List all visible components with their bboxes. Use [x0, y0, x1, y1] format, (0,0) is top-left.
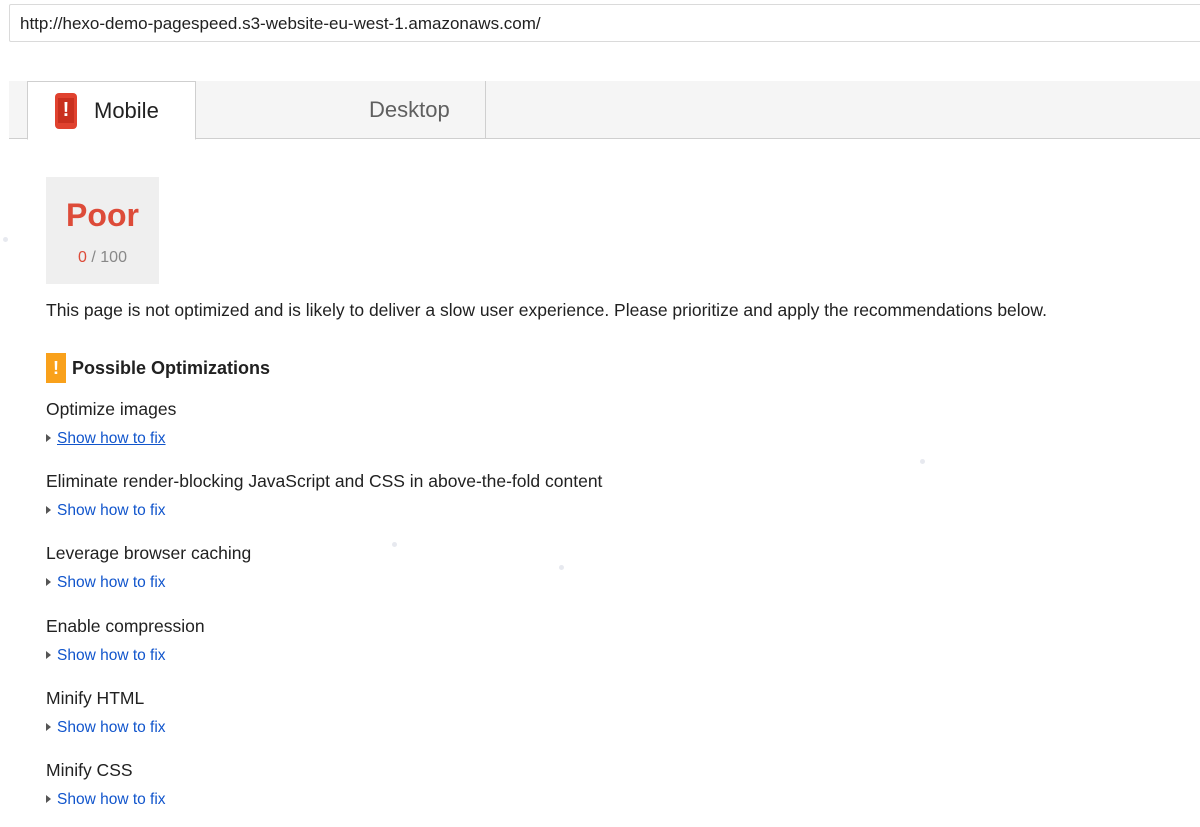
- decorative-dot: [392, 542, 397, 547]
- mobile-warning-icon: !: [55, 93, 77, 129]
- decorative-dot: [559, 565, 564, 570]
- expand-triangle-icon: [46, 795, 51, 803]
- rule-item: [46, 760, 166, 809]
- warning-icon: !: [46, 353, 66, 383]
- rule-title: Eliminate render-blocking JavaScript and CSS in above-the-fold content: [46, 471, 603, 491]
- rule-title: Leverage browser caching: [46, 543, 252, 563]
- rule-item: [46, 399, 176, 448]
- rule-item: [46, 471, 602, 520]
- show-how-to-fix-link[interactable]: Show how to fix: [46, 502, 602, 520]
- score-badge: [46, 177, 159, 284]
- tab-desktop-label: Desktop: [369, 97, 450, 122]
- decorative-dot: [920, 459, 925, 464]
- expand-triangle-icon: [46, 434, 51, 442]
- decorative-dot: [3, 237, 8, 242]
- expand-triangle-icon: [46, 723, 51, 731]
- expand-triangle-icon: [46, 506, 51, 514]
- show-how-to-fix-link[interactable]: Show how to fix: [46, 719, 166, 737]
- section-title: Possible Optimizations: [72, 357, 271, 378]
- score-number: 0: [78, 249, 87, 266]
- show-how-to-fix-link[interactable]: Show how to fix: [46, 791, 166, 809]
- rule-title: Minify CSS: [46, 760, 133, 780]
- tab-desktop[interactable]: [196, 81, 486, 139]
- rule-item: [46, 543, 251, 592]
- expand-triangle-icon: [46, 578, 51, 586]
- show-how-to-fix-link[interactable]: Show how to fix: [46, 430, 176, 448]
- score-value: [46, 249, 159, 267]
- tab-mobile-label: Mobile: [94, 98, 159, 123]
- summary-text: This page is not optimized and is likely to deliver a slow user experience. Please prioritize and apply the recommendations below.: [46, 300, 1047, 320]
- rule-title: Optimize images: [46, 399, 177, 419]
- expand-triangle-icon: [46, 651, 51, 659]
- score-label: Poor: [66, 197, 139, 233]
- url-text: http://hexo-demo-pagespeed.s3-website-eu-west-1.amazonaws.com/: [20, 14, 541, 33]
- tab-mobile[interactable]: [27, 81, 196, 140]
- score-max: / 100: [91, 249, 127, 266]
- rule-title: Enable compression: [46, 616, 205, 636]
- rule-title: Minify HTML: [46, 688, 145, 708]
- rule-item: [46, 688, 166, 737]
- show-how-to-fix-link[interactable]: Show how to fix: [46, 574, 251, 592]
- rule-item: [46, 616, 205, 665]
- url-input[interactable]: [9, 4, 1200, 42]
- section-possible-optimizations: [46, 352, 270, 384]
- show-how-to-fix-link[interactable]: Show how to fix: [46, 647, 205, 665]
- device-tabs: [9, 81, 1200, 139]
